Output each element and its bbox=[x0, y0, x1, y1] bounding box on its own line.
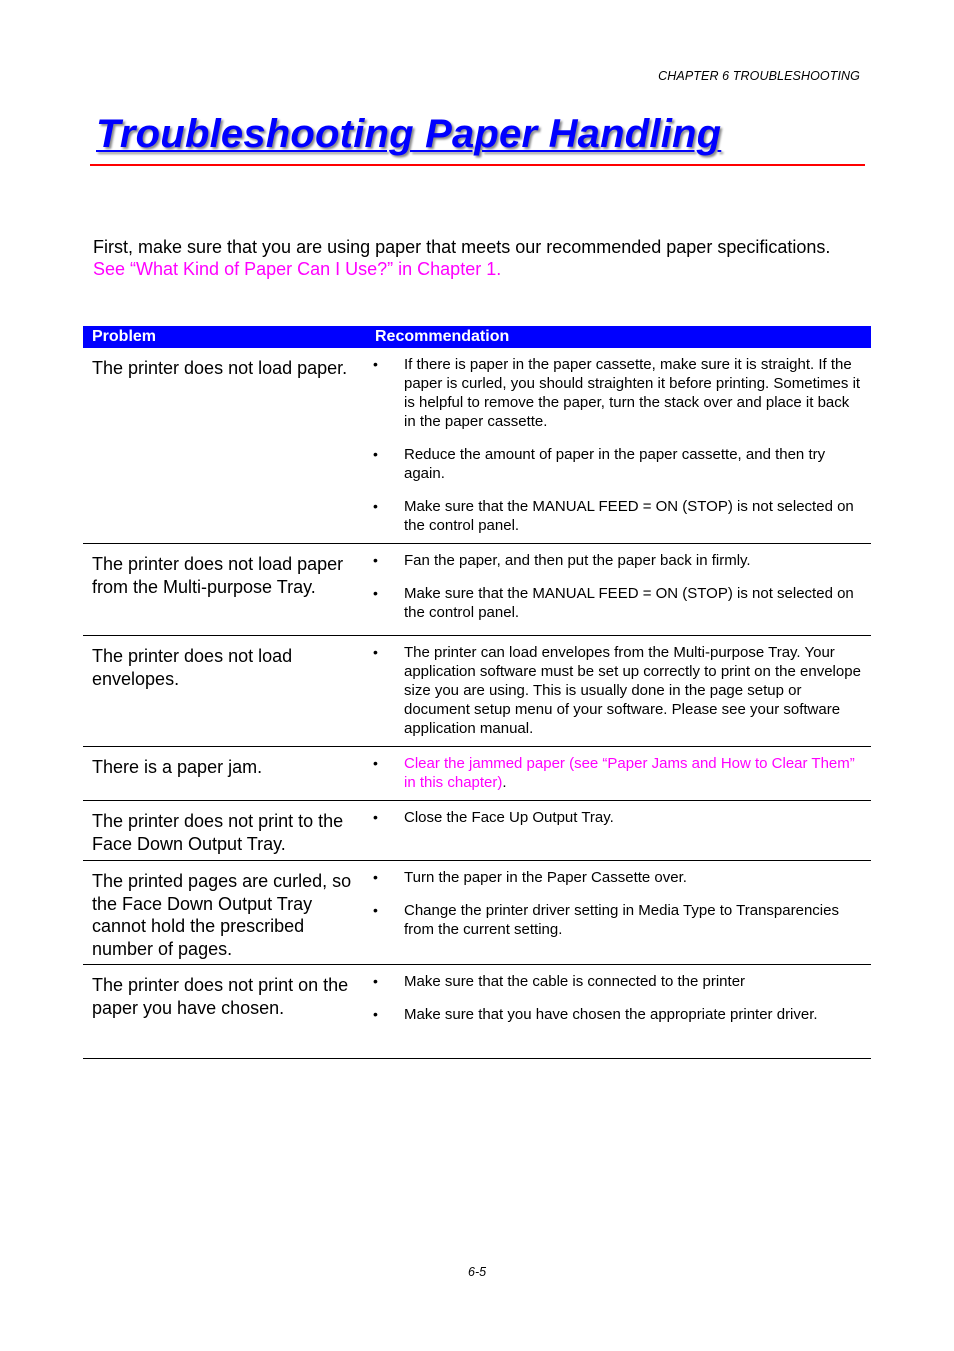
table-row bbox=[83, 861, 871, 965]
table-row bbox=[83, 636, 871, 747]
intro-paragraph bbox=[93, 236, 853, 280]
paper-spec-link[interactable]: See “What Kind of Paper Can I Use?” in Chapter 1. bbox=[93, 259, 502, 279]
problem-cell: The printer does not load paper. bbox=[83, 348, 367, 544]
problem-cell: The printer does not print on the paper you have chosen. bbox=[83, 965, 367, 1059]
paper-jam-link[interactable]: Clear the jammed paper (see “Paper Jams and How to Clear Them” in this chapter) bbox=[404, 755, 855, 791]
table-row bbox=[83, 544, 871, 636]
troubleshooting-table bbox=[83, 326, 871, 1059]
recommendation-item: • Make sure that the MANUAL FEED = ON (STOP) is not selected on the control panel. bbox=[367, 584, 865, 622]
problem-cell: The printed pages are curled, so the Face Down Output Tray cannot hold the prescribed number of pages. bbox=[83, 861, 367, 965]
recommendation-item: • Make sure that the cable is connected to the printer bbox=[367, 972, 865, 991]
page-title: Troubleshooting Paper Handling bbox=[96, 112, 722, 156]
page-number: 6-5 bbox=[468, 1265, 487, 1279]
link-suffix: . bbox=[502, 774, 507, 791]
problem-column-header: Problem bbox=[83, 326, 367, 348]
problem-cell: There is a paper jam. bbox=[83, 747, 367, 801]
recommendation-item: • Fan the paper, and then put the paper back in firmly. bbox=[367, 551, 865, 570]
recommendation-cell bbox=[367, 636, 871, 747]
table-row bbox=[83, 965, 871, 1059]
intro-text: First, make sure that you are using paper that meets our recommended paper specifications. bbox=[93, 237, 831, 257]
table-row bbox=[83, 747, 871, 801]
recommendation-item: • Change the printer driver setting in Media Type to Transparencies from the current setting. bbox=[367, 901, 865, 939]
recommendation-item bbox=[367, 754, 865, 792]
chapter-header: CHAPTER 6 TROUBLESHOOTING bbox=[658, 69, 860, 83]
recommendation-cell bbox=[367, 861, 871, 965]
recommendation-cell bbox=[367, 801, 871, 861]
problem-cell: The printer does not print to the Face Down Output Tray. bbox=[83, 801, 367, 861]
recommendation-cell bbox=[367, 544, 871, 636]
recommendation-cell bbox=[367, 348, 871, 544]
recommendation-item: • Turn the paper in the Paper Cassette over. bbox=[367, 868, 865, 887]
title-rule bbox=[90, 164, 865, 166]
recommendation-cell bbox=[367, 965, 871, 1059]
problem-cell: The printer does not load paper from the Multi-purpose Tray. bbox=[83, 544, 367, 636]
recommendation-column-header: Recommendation bbox=[367, 326, 871, 348]
recommendation-cell bbox=[367, 747, 871, 801]
recommendation-item: • The printer can load envelopes from the Multi-purpose Tray. Your application software must be set up correctly to print on the envelope size you are using. This is usually done in the page setup or document setup menu of your software. Please see your software application manual. bbox=[367, 643, 865, 738]
recommendation-item: • If there is paper in the paper cassette, make sure it is straight. If the paper is curled, you should straighten it before printing. Sometimes it is helpful to remove the paper, turn the stack over and place it back in the paper cassette. bbox=[367, 355, 865, 431]
table-header-row bbox=[83, 326, 871, 348]
recommendation-item: • Make sure that the MANUAL FEED = ON (STOP) is not selected on the control panel. bbox=[367, 497, 865, 535]
recommendation-item: • Reduce the amount of paper in the paper cassette, and then try again. bbox=[367, 445, 865, 483]
recommendation-item: • Make sure that you have chosen the appropriate printer driver. bbox=[367, 1005, 865, 1024]
table-row bbox=[83, 348, 871, 544]
table-row bbox=[83, 801, 871, 861]
recommendation-item: • Close the Face Up Output Tray. bbox=[367, 808, 865, 827]
problem-cell: The printer does not load envelopes. bbox=[83, 636, 367, 747]
